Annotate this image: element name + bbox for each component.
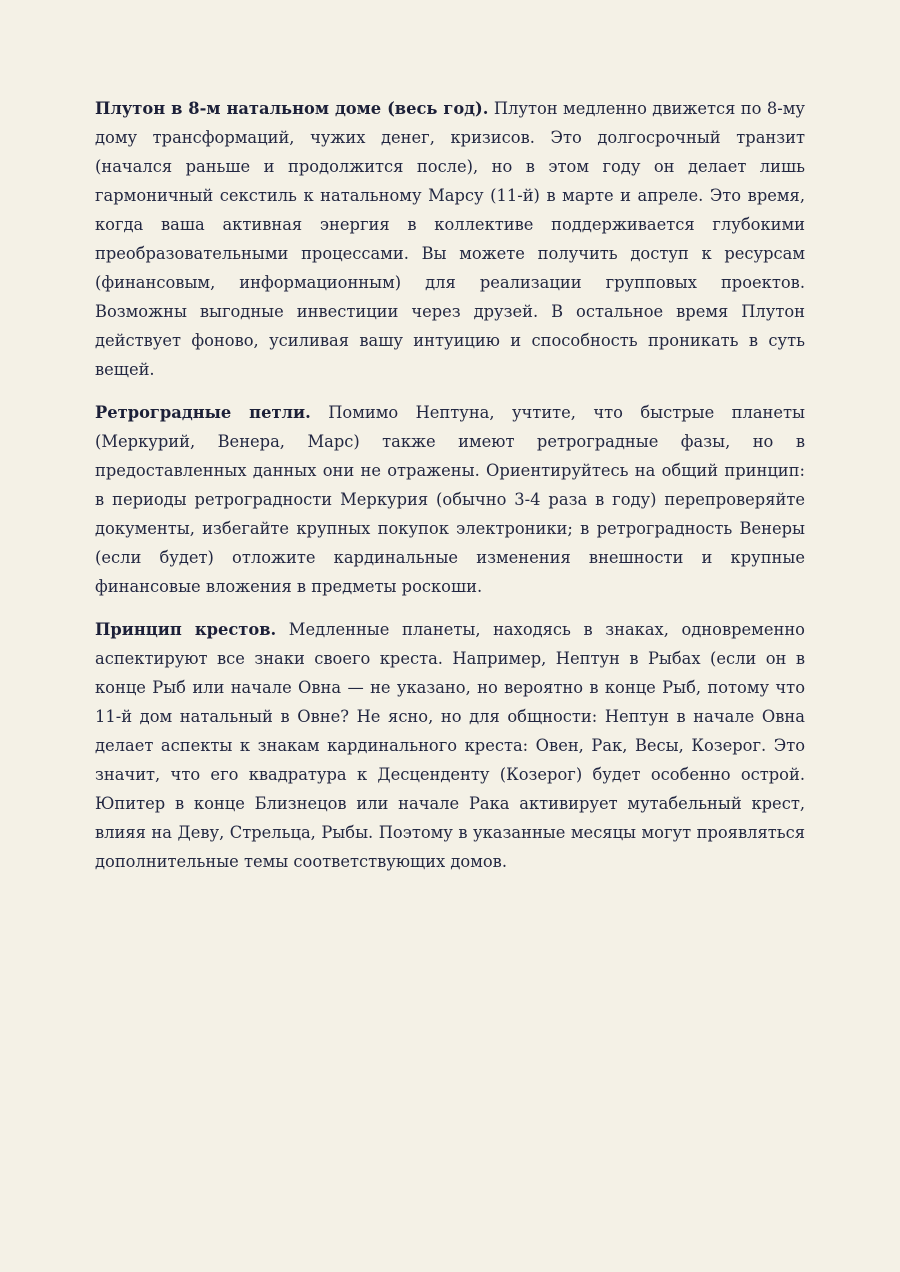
paragraph-text: Медленные планеты, находясь в знаках, одновременно аспектируют все знаки своего креста. Например, Нептун в Рыбах (если он в конце Рыб или начале Овна — не указано, но вероятно в конце Рыб, потому что 11-й дом натальный в Овне? Не ясно, но для общности: Нептун в начале Овна делает аспекты к знакам кардинального креста: Овен, Рак, Весы, Козерог. Это значит, что его квадратура к Десценденту (Козерог) будет особенно острой. Юпитер в конце Близнецов или начале Рака активирует мутабельный крест, влияя на Деву, Стрельца, Рыбы. Поэтому в указанные месяцы могут проявляться дополнительные темы соответствующих домов. <box>95 620 805 871</box>
paragraph-text: Помимо Нептуна, учтите, что быстрые планеты (Меркурий, Венера, Марс) также имеют ретроградные фазы, но в предоставленных данных они не отражены. Ориентируйтесь на общий принцип: в периоды ретроградности Меркурия (обычно 3-4 раза в году) перепроверяйте документы, избегайте крупных покупок электроники; в ретроградность Венеры (если будет) отложите кардинальные изменения внешности и крупные финансовые вложения в предметы роскоши. <box>95 403 805 596</box>
paragraph-heading: Принцип крестов. <box>95 620 277 639</box>
paragraph-crosses <box>95 615 805 876</box>
document-page <box>95 94 805 890</box>
paragraph-heading: Плутон в 8-м натальном доме (весь год). <box>95 99 489 118</box>
paragraph-retrograde <box>95 398 805 601</box>
paragraph-heading: Ретроградные петли. <box>95 403 311 422</box>
paragraph-text: Плутон медленно движется по 8-му дому трансформаций, чужих денег, кризисов. Это долгосрочный транзит (начался раньше и продолжится после), но в этом году он делает лишь гармоничный секстиль к натальному Марсу (11-й) в марте и апреле. Это время, когда ваша активная энергия в коллективе поддерживается глубокими преобразовательными процессами. Вы можете получить доступ к ресурсам (финансовым, информационным) для реализации групповых проектов. Возможны выгодные инвестиции через друзей. В остальное время Плутон действует фоново, усиливая вашу интуицию и способность проникать в суть вещей. <box>95 99 805 379</box>
paragraph-pluto <box>95 94 805 384</box>
